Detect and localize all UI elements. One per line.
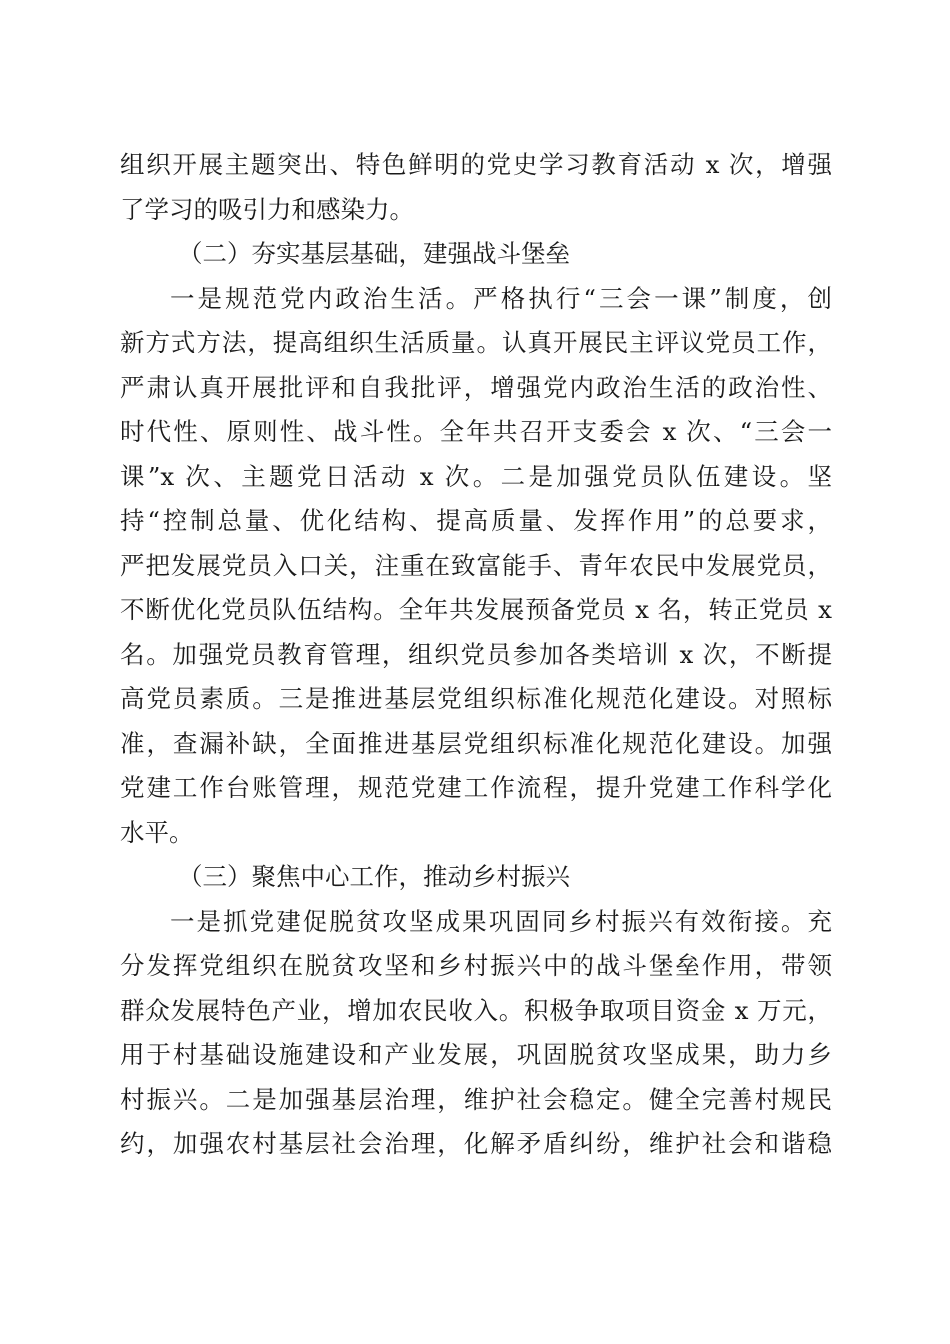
text-line: 了学习的吸引力和感染力。 [120, 194, 414, 224]
text-line: 分发挥党组织在脱贫攻坚和乡村振兴中的战斗堡垒作用，带领 [120, 951, 832, 980]
text-line: 时代性、原则性、战斗性。全年共召开支委会 x 次、“三会一 [120, 417, 832, 446]
text-line: 严把发展党员入口关，注重在致富能手、青年农民中发展党员， [120, 550, 832, 580]
text-line: 名。加强党员教育管理，组织党员参加各类培训 x 次，不断提 [120, 639, 832, 669]
paragraph-start-line: 一是抓党建促脱贫攻坚成果巩固同乡村振兴有效衔接。充 [170, 906, 832, 936]
text-line: 水平。 [120, 817, 194, 847]
text-line: 严肃认真开展批评和自我批评，增强党内政治生活的政治性、 [120, 372, 832, 402]
text-line: 准，查漏补缺，全面推进基层党组织标准化规范化建设。加强 [120, 728, 832, 758]
text-line: 不断优化党员队伍结构。全年共发展预备党员 x 名，转正党员 x [120, 595, 832, 624]
section-heading: （三）聚焦中心工作，推动乡村振兴 [178, 862, 570, 891]
document-body [120, 143, 832, 1167]
text-line: 持“控制总量、优化结构、提高质量、发挥作用”的总要求， [120, 506, 832, 535]
text-line: 新方式方法，提高组织生活质量。认真开展民主评议党员工作， [120, 328, 832, 357]
section-heading: （二）夯实基层基础，建强战斗堡垒 [178, 239, 570, 268]
text-line: 党建工作台账管理，规范党建工作流程，提升党建工作科学化 [120, 773, 832, 802]
text-line: 群众发展特色产业，增加农民收入。积极争取项目资金 x 万元， [120, 995, 832, 1025]
text-line: 课”x 次、主题党日活动 x 次。二是加强党员队伍建设。坚 [120, 461, 832, 491]
text-line: 组织开展主题突出、特色鲜明的党史学习教育活动 x 次，增强 [120, 150, 832, 179]
text-line: 约，加强农村基层社会治理，化解矛盾纠纷，维护社会和谐稳 [120, 1129, 832, 1158]
text-line: 村振兴。二是加强基层治理，维护社会稳定。健全完善村规民 [120, 1084, 832, 1114]
text-line: 用于村基础设施建设和产业发展，巩固脱贫攻坚成果，助力乡 [120, 1040, 832, 1069]
paragraph-start-line: 一是规范党内政治生活。严格执行“三会一课”制度，创 [170, 283, 832, 313]
text-line: 高党员素质。三是推进基层党组织标准化规范化建设。对照标 [120, 684, 832, 713]
